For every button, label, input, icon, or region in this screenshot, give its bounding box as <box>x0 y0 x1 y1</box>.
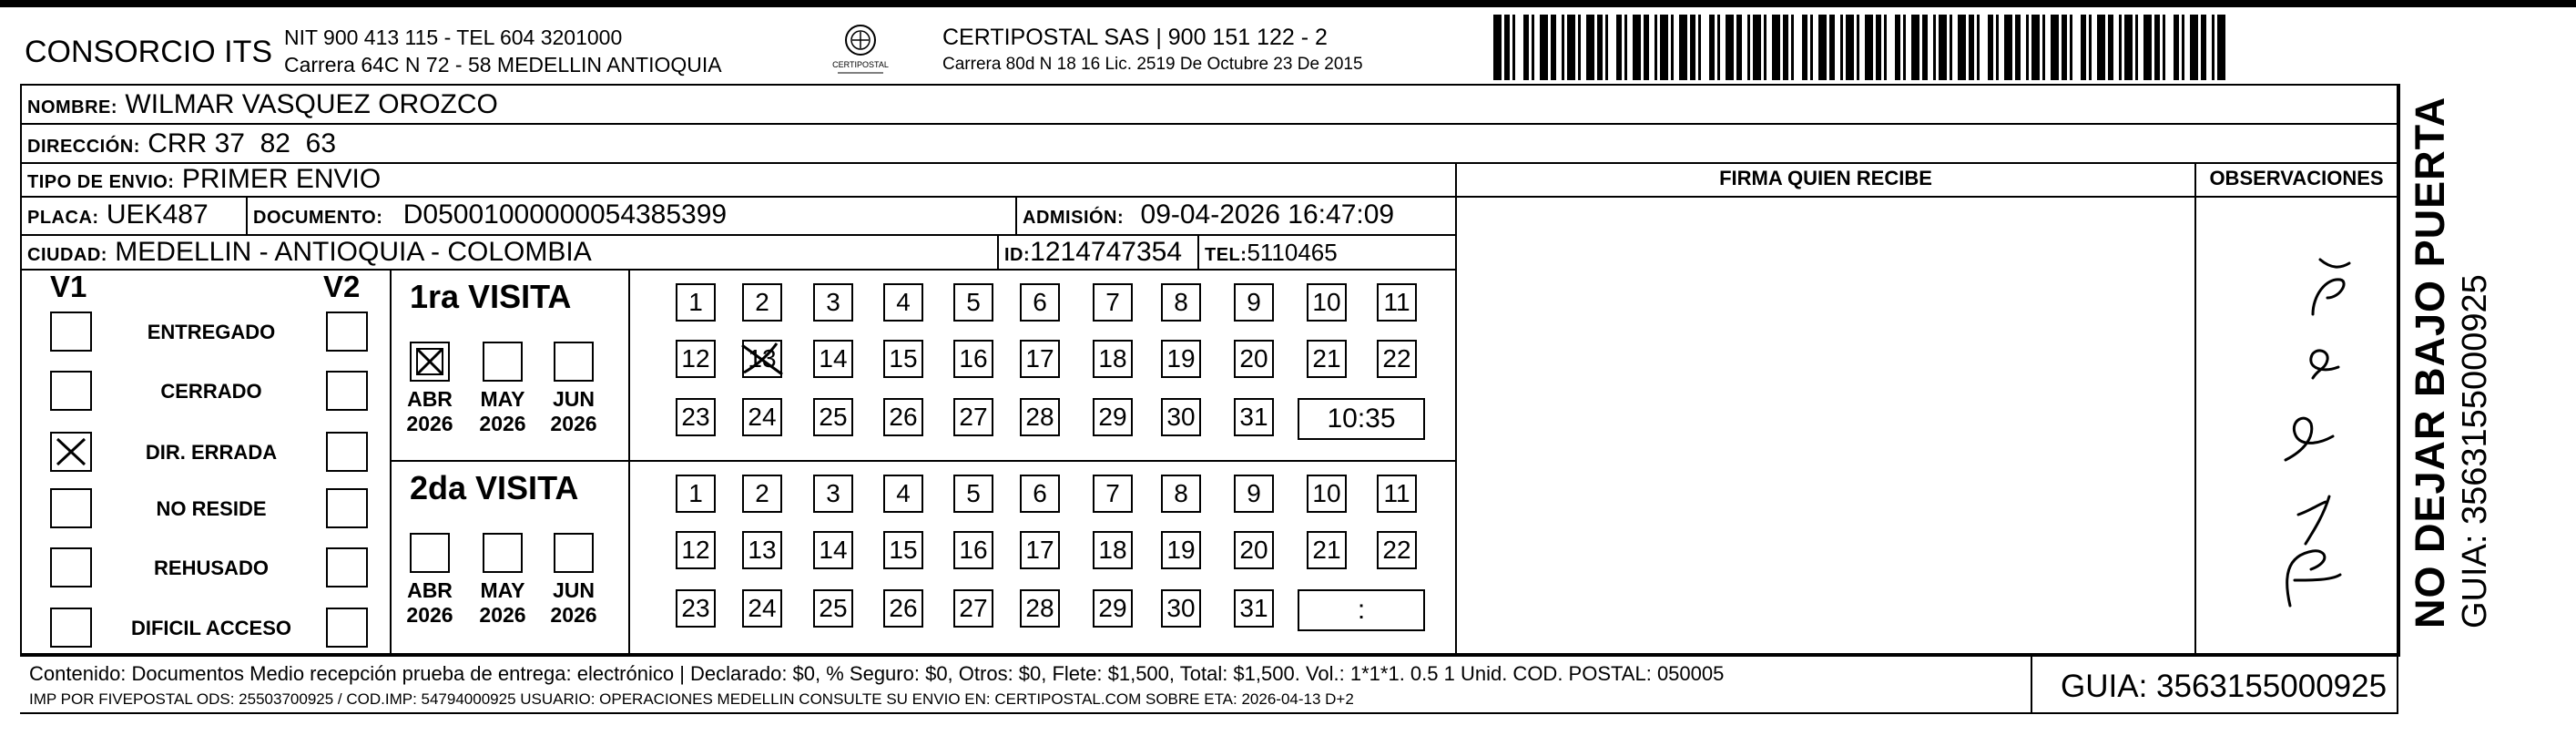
day-box[interactable]: 9 <box>1234 475 1274 513</box>
tel-row <box>1205 239 1338 267</box>
certipostal-logo <box>827 20 894 78</box>
month-name: MAY <box>480 578 525 602</box>
day-box[interactable]: 18 <box>1093 340 1133 378</box>
month-year: 2026 <box>406 412 453 435</box>
month-year: 2026 <box>550 603 597 627</box>
right-border <box>2397 84 2398 714</box>
placa-value: UEK487 <box>106 199 209 230</box>
ciudad-label: CIUDAD: <box>27 245 107 265</box>
day-box[interactable]: 26 <box>883 398 923 436</box>
day-box[interactable]: 22 <box>1377 531 1417 569</box>
day-box[interactable]: 3 <box>813 475 853 513</box>
admision-row <box>1023 199 1394 230</box>
day-box[interactable]: 6 <box>1020 283 1060 322</box>
day-box[interactable]: 29 <box>1093 398 1133 436</box>
visit1-title: 1ra VISITA <box>410 278 572 315</box>
v2-checkbox[interactable] <box>326 371 368 411</box>
placa-divider <box>246 198 248 234</box>
tel-value: 5110465 <box>1247 239 1338 266</box>
status-label: REHUSADO <box>154 557 269 579</box>
visit1-time[interactable]: 10:35 <box>1298 398 1425 440</box>
day-box[interactable]: 23 <box>676 398 716 436</box>
tipo-value: PRIMER ENVIO <box>181 164 382 194</box>
status-label: NO RESIDE <box>156 497 267 520</box>
day-box[interactable]: 15 <box>883 531 923 569</box>
direccion-value: CRR 37 82 63 <box>148 128 337 158</box>
v2-checkbox[interactable] <box>326 547 368 587</box>
nombre-label: NOMBRE: <box>27 97 118 117</box>
day-box[interactable]: 30 <box>1161 589 1201 628</box>
side-notice <box>2407 97 2495 628</box>
v2-checkbox[interactable] <box>326 608 368 648</box>
month-label <box>541 578 606 628</box>
day-box[interactable]: 24 <box>742 589 782 628</box>
firma-header: FIRMA QUIEN RECIBE <box>1719 167 1932 189</box>
side-guia: GUIA: 3563155000925 <box>2456 274 2494 628</box>
day-box[interactable]: 8 <box>1161 283 1201 322</box>
status-label: ENTREGADO <box>147 321 276 343</box>
v1-checkbox[interactable] <box>50 432 92 472</box>
id-row <box>1004 237 1182 268</box>
day-box[interactable]: 10 <box>1307 475 1347 513</box>
direccion-label: DIRECCIÓN: <box>27 137 140 157</box>
day-box[interactable]: 27 <box>953 398 993 436</box>
month-name: JUN <box>552 387 595 411</box>
carrier-info <box>942 24 1363 78</box>
day-box[interactable]: 21 <box>1307 531 1347 569</box>
day-box[interactable]: 2 <box>742 283 782 322</box>
guia-divider <box>2031 655 2032 712</box>
day-box[interactable]: 19 <box>1161 340 1201 378</box>
carrier-address: Carrera 80d N 18 16 Lic. 2519 De Octubre 23 De 2015 <box>942 55 1363 74</box>
month-divider <box>628 271 630 653</box>
sender-address: Carrera 64C N 72 - 58 MEDELLIN ANTIOQUIA <box>284 53 722 77</box>
day-box[interactable]: 29 <box>1093 589 1133 628</box>
placa-row <box>27 199 209 230</box>
month-checkbox[interactable] <box>483 533 523 573</box>
visit2-time[interactable]: : <box>1298 589 1425 631</box>
month-checkbox[interactable] <box>554 342 594 382</box>
documento-row <box>253 199 727 230</box>
day-box[interactable]: 20 <box>1234 340 1274 378</box>
row-divider <box>20 123 2397 125</box>
sender-name: CONSORCIO ITS <box>25 35 273 69</box>
month-label <box>470 578 535 628</box>
day-box[interactable]: 7 <box>1093 283 1133 322</box>
month-year: 2026 <box>479 603 526 627</box>
day-box[interactable]: 24 <box>742 398 782 436</box>
footer-divider <box>20 653 2397 655</box>
day-box[interactable]: 18 <box>1093 531 1133 569</box>
month-year: 2026 <box>406 603 453 627</box>
day-box[interactable]: 28 <box>1020 398 1060 436</box>
nombre-row <box>27 89 498 120</box>
day-box[interactable]: 2 <box>742 475 782 513</box>
day-box[interactable]: 15 <box>883 340 923 378</box>
month-name: ABR <box>407 578 453 602</box>
day-box[interactable]: 9 <box>1234 283 1274 322</box>
day-box[interactable]: 28 <box>1020 589 1060 628</box>
month-name: JUN <box>552 578 595 602</box>
day-box[interactable]: 1 <box>676 475 716 513</box>
day-box[interactable]: 22 <box>1377 340 1417 378</box>
row-divider <box>20 196 1457 198</box>
top-border <box>0 0 2576 7</box>
day-box[interactable]: 10 <box>1307 283 1347 322</box>
tel-label: TEL: <box>1205 245 1247 265</box>
day-box[interactable]: 14 <box>813 531 853 569</box>
day-box[interactable]: 6 <box>1020 475 1060 513</box>
firma-header-line <box>1457 196 2397 198</box>
month-checkbox[interactable] <box>483 342 523 382</box>
month-name: ABR <box>407 387 453 411</box>
v1-checkbox[interactable] <box>50 547 92 587</box>
sender-info <box>284 24 722 78</box>
day-box[interactable]: 11 <box>1377 283 1417 322</box>
day-box[interactable]: 4 <box>883 283 923 322</box>
admision-label: ADMISIÓN: <box>1023 208 1125 228</box>
day-box[interactable]: 19 <box>1161 531 1201 569</box>
v1-checkbox[interactable] <box>50 371 92 411</box>
sender-nit: NIT 900 413 115 - TEL 604 3201000 <box>284 26 623 49</box>
v1-label: V1 <box>50 270 87 303</box>
row-divider <box>20 234 1457 236</box>
day-box[interactable]: 5 <box>953 475 993 513</box>
month-checkbox[interactable] <box>410 533 450 573</box>
day-box[interactable]: 14 <box>813 340 853 378</box>
tel-divider <box>1197 236 1199 269</box>
row-divider <box>20 269 1457 271</box>
v1-checkbox[interactable] <box>50 488 92 528</box>
day-box[interactable]: 23 <box>676 589 716 628</box>
day-box[interactable]: 25 <box>813 589 853 628</box>
day-box[interactable]: 30 <box>1161 398 1201 436</box>
id-value: 1214747354 <box>1030 237 1183 267</box>
month-checkbox[interactable] <box>554 533 594 573</box>
visit-divider <box>390 460 1455 462</box>
day-box[interactable]: 16 <box>953 531 993 569</box>
status-label: DIFICIL ACCESO <box>130 617 291 639</box>
month-name: MAY <box>480 387 525 411</box>
documento-value: D05001000000054385399 <box>402 199 728 230</box>
day-box[interactable]: 21 <box>1307 340 1347 378</box>
day-box[interactable]: 17 <box>1020 531 1060 569</box>
day-box[interactable]: 27 <box>953 589 993 628</box>
day-box[interactable]: 12 <box>676 340 716 378</box>
id-divider <box>997 236 999 269</box>
month-label <box>397 578 463 628</box>
month-label <box>397 387 463 436</box>
day-box[interactable]: 7 <box>1093 475 1133 513</box>
tipo-row <box>27 164 381 195</box>
day-box[interactable]: 31 <box>1234 398 1274 436</box>
carrier-name: CERTIPOSTAL SAS | 900 151 122 - 2 <box>942 25 1328 50</box>
side-title: NO DEJAR BAJO PUERTA <box>2407 96 2453 628</box>
handwritten-signature <box>2204 241 2386 642</box>
month-checkbox[interactable] <box>410 342 450 382</box>
v2-label: V2 <box>323 270 361 303</box>
signature-divider <box>1455 162 1457 654</box>
day-box[interactable]: 13 <box>742 531 782 569</box>
day-box[interactable]: 8 <box>1161 475 1201 513</box>
footer-print-info: IMP POR FIVEPOSTAL ODS: 25503700925 / COD.IMP: 54794000925 USUARIO: OPERACIONES MEDELLIN CONSULTE SU ENVIO EN: CERTIPOSTAL.COM SOBRE ETA: 2026-04-13 D+2 <box>29 690 1354 708</box>
day-box[interactable]: 25 <box>813 398 853 436</box>
observaciones-header: OBSERVACIONES <box>2209 167 2384 189</box>
day-box[interactable]: 5 <box>953 283 993 322</box>
placa-label: PLACA: <box>27 208 99 228</box>
status-divider <box>390 271 392 653</box>
barcode <box>1493 15 2225 80</box>
ciudad-row <box>27 237 592 268</box>
v2-checkbox[interactable] <box>326 312 368 352</box>
month-label <box>541 387 606 436</box>
tipo-label: TIPO DE ENVIO: <box>27 172 175 192</box>
day-box[interactable]: 17 <box>1020 340 1060 378</box>
day-box[interactable]: 26 <box>883 589 923 628</box>
documento-label: DOCUMENTO: <box>253 208 383 228</box>
svg-text:CERTIPOSTAL: CERTIPOSTAL <box>832 60 889 69</box>
admision-value: 09-04-2026 16:47:09 <box>1140 199 1395 230</box>
visit2-title: 2da VISITA <box>410 469 579 506</box>
footer-bottom <box>20 712 2397 714</box>
day-box[interactable]: 20 <box>1234 531 1274 569</box>
ciudad-value: MEDELLIN - ANTIOQUIA - COLOMBIA <box>115 237 592 267</box>
day-box[interactable]: 16 <box>953 340 993 378</box>
nombre-value: WILMAR VASQUEZ OROZCO <box>125 89 498 119</box>
v1-checkbox[interactable] <box>50 312 92 352</box>
direccion-row <box>27 128 336 159</box>
day-box[interactable]: 11 <box>1377 475 1417 513</box>
id-label: ID: <box>1004 245 1031 265</box>
day-box[interactable]: 13 <box>742 340 782 378</box>
status-label: CERRADO <box>160 380 262 403</box>
day-box[interactable]: 12 <box>676 531 716 569</box>
admision-divider <box>1015 198 1017 234</box>
day-box[interactable]: 31 <box>1234 589 1274 628</box>
v1-checkbox[interactable] <box>50 608 92 648</box>
status-label: DIR. ERRADA <box>145 441 278 464</box>
day-box[interactable]: 4 <box>883 475 923 513</box>
v2-checkbox[interactable] <box>326 432 368 472</box>
day-box[interactable]: 1 <box>676 283 716 322</box>
month-label <box>470 387 535 436</box>
observations-divider <box>2194 162 2196 654</box>
month-year: 2026 <box>550 412 597 435</box>
day-box[interactable]: 3 <box>813 283 853 322</box>
footer-content: Contenido: Documentos Medio recepción prueba de entrega: electrónico | Declarado: $0, % Seguro: $0, Otros: $0, Flete: $1,500, Total: $1,500. Vol.: 1*1*1. 0.5 1 Unid. COD. POSTAL: 050005 <box>29 662 1725 685</box>
month-year: 2026 <box>479 412 526 435</box>
v2-checkbox[interactable] <box>326 488 368 528</box>
guia-footer: GUIA: 3563155000925 <box>2061 669 2388 704</box>
